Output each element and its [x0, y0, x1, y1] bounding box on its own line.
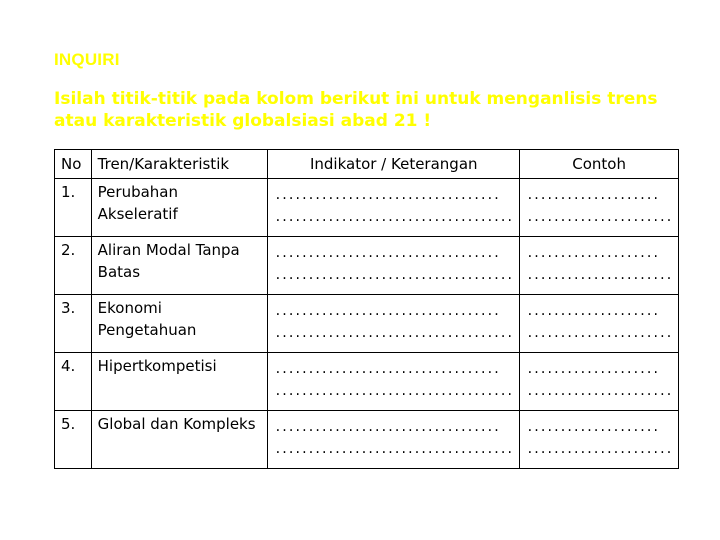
- blank-line: ....................: [526, 362, 659, 376]
- blank-line: ....................: [526, 304, 659, 318]
- table-header-row: [55, 150, 679, 179]
- blank-line: ..................................: [274, 188, 500, 202]
- table-row: [55, 295, 679, 353]
- blank-line: ....................................: [274, 326, 513, 340]
- trend-name: Aliran Modal Tanpa Batas: [91, 237, 268, 295]
- row-number: 5.: [55, 411, 92, 469]
- indicator-blank[interactable]: [268, 295, 520, 353]
- table-row: [55, 179, 679, 237]
- page-title: INQUIRI: [54, 50, 120, 69]
- indicator-blank[interactable]: [268, 237, 520, 295]
- trend-name: Perubahan Akseleratif: [91, 179, 268, 237]
- blank-line: ..................................: [274, 304, 500, 318]
- blank-line: ....................................: [274, 442, 513, 456]
- example-blank[interactable]: [520, 295, 679, 353]
- header-indicator: Indikator / Keterangan: [268, 150, 520, 179]
- blank-line: ....................: [526, 188, 659, 202]
- blank-line: ..................................: [274, 246, 500, 260]
- indicator-blank[interactable]: [268, 411, 520, 469]
- blank-line: ....................................: [274, 384, 513, 398]
- table-row: [55, 353, 679, 411]
- indicator-blank[interactable]: [268, 179, 520, 237]
- table-row: [55, 411, 679, 469]
- blank-line: ..................................: [274, 362, 500, 376]
- row-number: 3.: [55, 295, 92, 353]
- blank-line: ....................................: [274, 268, 513, 282]
- trend-name: Hipertkompetisi: [91, 353, 268, 411]
- example-blank[interactable]: [520, 411, 679, 469]
- blank-line: ....................................: [274, 210, 513, 224]
- blank-line: ....................: [526, 246, 659, 260]
- blank-line: ....................: [526, 420, 659, 434]
- header-trend: Tren/Karakteristik: [91, 150, 268, 179]
- example-blank[interactable]: [520, 237, 679, 295]
- blank-line: ......................: [526, 326, 672, 340]
- header-no: No: [55, 150, 92, 179]
- example-blank[interactable]: [520, 353, 679, 411]
- blank-line: ......................: [526, 210, 672, 224]
- header-example: Contoh: [520, 150, 679, 179]
- indicator-blank[interactable]: [268, 353, 520, 411]
- trend-name: Global dan Kompleks: [91, 411, 268, 469]
- example-blank[interactable]: [520, 179, 679, 237]
- inquiry-table: [54, 149, 679, 469]
- row-number: 4.: [55, 353, 92, 411]
- row-number: 1.: [55, 179, 92, 237]
- blank-line: ..................................: [274, 420, 500, 434]
- blank-line: ......................: [526, 442, 672, 456]
- instruction-text: Isilah titik-titik pada kolom berikut ini untuk menganlisis trens atau karakteristik globalsiasi abad 21 !: [54, 89, 658, 131]
- trend-name: Ekonomi Pengetahuan: [91, 295, 268, 353]
- blank-line: ......................: [526, 384, 672, 398]
- row-number: 2.: [55, 237, 92, 295]
- blank-line: ......................: [526, 268, 672, 282]
- table-row: [55, 237, 679, 295]
